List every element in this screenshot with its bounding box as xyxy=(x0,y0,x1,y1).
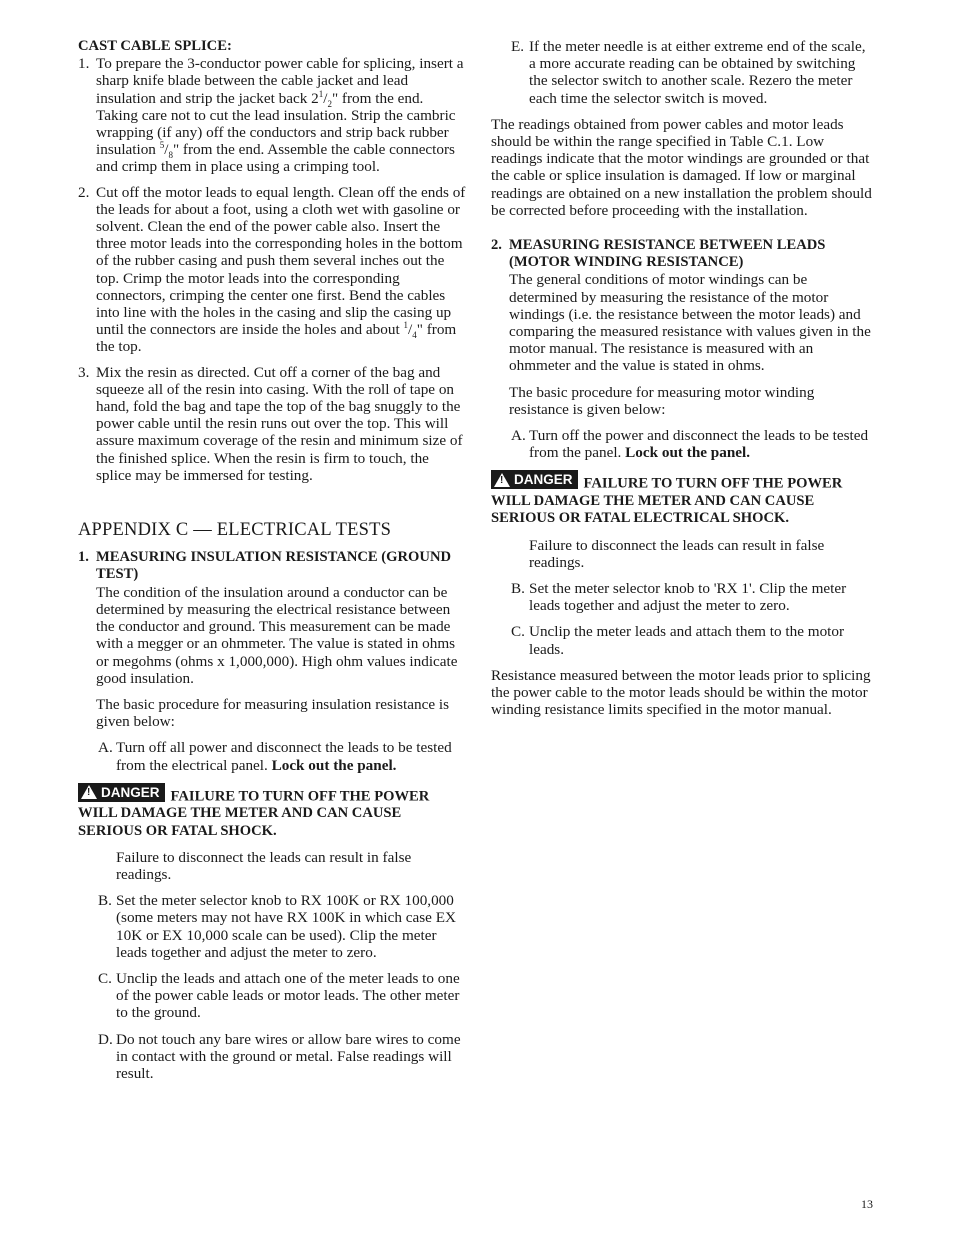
splice-step-2: 2. Cut off the motor leads to equal length. Clean off the ends of the leads for about a foot, using a cloth wet with gasoline or solvent. Clean the end of the power cable also. Insert the three motor leads into the corresponding holes in the bottom of the rubber casing and push them several inches out the top. Crimp the motor leads into the corresponding connectors, crimping the center one first. Bend the cables into line with the holes in the casing and slip the casing up until the connectors are inside the holes and about $^1/_4$" from the top. xyxy=(78,183,466,356)
section-1-heading xyxy=(78,549,466,583)
fraction-denominator: 2 xyxy=(327,98,332,109)
danger-badge-label: DANGER xyxy=(514,472,573,488)
section-2-step-c xyxy=(491,623,875,657)
splice-step-3 xyxy=(78,364,466,484)
step-text: Unclip the meter leads and attach them to the motor leads. xyxy=(529,623,845,658)
fraction-denominator: 4 xyxy=(412,330,417,341)
step-text: Turn off the power and disconnect the leads to be tested from the panel. xyxy=(529,427,869,462)
section-2-intro: The general conditions of motor windings can be determined by measuring the resistance of the motor windings (i.e. the resistance between the motor leads) and comparing the measured resistance with values given in the motor manual. The resistance is measured with an ohmmeter and the value is stated in ohms. xyxy=(509,271,871,375)
appendix-title: APPENDIX C — ELECTRICAL TESTS xyxy=(78,520,392,541)
danger-text: FAILURE TO TURN OFF THE POWER WILL DAMAGE THE METER AND CAN CAUSE SERIOUS OR FATAL ELECTRICAL SHOCK. xyxy=(491,475,843,527)
splice-heading: CAST CABLE SPLICE: xyxy=(78,38,232,54)
fraction-numerator: 5 xyxy=(159,140,165,151)
step-number: 2. xyxy=(78,183,90,201)
step-text: Mix the resin as directed. Cut off a corner of the bag and squeeze all of the resin into casing. With the roll of tape on hand, fold the bag and tape the top of the bag snuggly to the power cable until the resin runs out over the top. This will assure maximum coverage of the resin and minimum size of the finished splice. When the resin is firm to touch, the splice may be immersed for testing. xyxy=(96,363,463,484)
section-1-intro: The condition of the insulation around a conductor can be determined by measuring the electrical resistance between the conductor and ground. This measurement can be made with a megger or an ohmmeter. The value is stated in ohms or megohms (ohms x 1,000,000). High ohm values indicate good insulation. xyxy=(96,583,458,687)
step-emphasis: Lock out the panel. xyxy=(271,756,397,774)
step-number: 1. xyxy=(78,55,90,73)
step-text: Turn off all power and disconnect the leads to be tested from the electrical panel. xyxy=(116,739,452,774)
fraction-numerator: 1 xyxy=(318,88,324,99)
step-text: If the meter needle is at either extreme end of the scale, a more accurate reading can be obtained by switching the selector switch to another scale. Rezero the meter each time the selector switch is moved. xyxy=(529,38,866,107)
step-text: " from the end. Assemble the cable connectors and crimp them in place using a crimping tool. xyxy=(96,141,455,176)
step-label: D. xyxy=(98,1030,113,1048)
section-2-step-b xyxy=(491,580,875,614)
section-number: 2. xyxy=(491,237,502,254)
step-label: C. xyxy=(98,970,112,988)
step-text: " from the end. Taking care not to cut the lead insulation. Strip the cambric wrapping (if any) off the conductors and strip back rubber insulation xyxy=(96,89,456,159)
step-text: " from the top. xyxy=(96,321,457,356)
section-title: MEASURING INSULATION RESISTANCE (GROUND TEST) xyxy=(96,549,452,583)
step-label: B. xyxy=(98,892,112,910)
fraction-denominator: 8 xyxy=(168,150,173,161)
danger-badge xyxy=(78,783,165,802)
step-text: Set the meter selector knob to 'RX 1'. Clip the meter leads together and adjust the meter to zero. xyxy=(529,579,847,615)
step-label: C. xyxy=(511,623,525,641)
right-column xyxy=(491,38,875,727)
step-text: Unclip the leads and attach one of the meter leads to one of the power cable leads or motor leads. The other meter to the ground. xyxy=(116,970,460,1022)
step-label: A. xyxy=(98,739,113,757)
section-1-step-e xyxy=(491,38,875,107)
step-emphasis: Lock out the panel. xyxy=(625,444,751,462)
fraction-numerator: 1 xyxy=(403,320,408,331)
section-1-step-d xyxy=(78,1031,466,1083)
danger-notice-1 xyxy=(78,783,466,840)
step-label: A. xyxy=(511,427,526,445)
warning-triangle-icon: ! xyxy=(494,473,510,487)
section-2-heading xyxy=(491,237,875,271)
step-text: Do not touch any bare wires or allow bare wires to come in contact with the ground or metal. False readings will result. xyxy=(116,1030,461,1083)
section-2-step-a xyxy=(491,427,875,461)
closing-paragraph: Resistance measured between the motor leads prior to splicing the power cable to the motor leads should be within the motor winding resistance limits specified in the motor manual. xyxy=(491,666,871,719)
left-column xyxy=(78,38,466,1091)
splice-step-1: 1. To prepare the 3-conductor power cable for splicing, insert a sharp knife blade between the cable jacket and lead insulation and strip the jacket back $2^1/_2$" from the end. Taking care not to cut the lead insulation. Strip the cambric wrapping (if any) off the conductors and strip back rubber insulation $^5/_8$" from the end. Assemble the cable connectors and crimp them in place using a crimping tool. xyxy=(78,55,464,176)
step-text: Cut off the motor leads to equal length. Clean off the ends of the leads for about a foot, using a cloth wet with gasoline or solvent. Clean the end of the power cable also. Insert the three motor leads into the corresponding holes in the bottom of the rubber casing and push them several inches out the top. Crimp the motor leads into the corresponding connectors, crimping the center one first. Bend the cables into line with the holes in the casing and slip the casing up until the connectors are inside the holes and about xyxy=(96,183,466,339)
step-label: B. xyxy=(511,579,525,597)
step-text: To prepare the 3-conductor power cable for splicing, insert a sharp knife blade between the cable jacket and lead insulation and strip the jacket back 2 xyxy=(96,55,464,107)
danger-badge-label: DANGER xyxy=(101,784,160,800)
section-1-step-b xyxy=(78,892,466,961)
section-title: MEASURING RESISTANCE BETWEEN LEADS (MOTOR WINDING RESISTANCE) xyxy=(509,237,826,271)
false-readings-note: Failure to disconnect the leads can result in false readings. xyxy=(116,848,412,884)
step-number: 3. xyxy=(78,363,90,381)
false-readings-note: Failure to disconnect the leads can result in false readings. xyxy=(529,536,825,571)
section-number: 1. xyxy=(78,549,89,566)
section-1-step-a xyxy=(78,739,466,773)
section-1-procedure: The basic procedure for measuring insulation resistance is given below: xyxy=(96,695,449,731)
danger-text: FAILURE TO TURN OFF THE POWER WILL DAMAGE THE METER AND CAN CAUSE SERIOUS OR FATAL SHOCK. xyxy=(78,788,430,839)
page-number: 13 xyxy=(861,1197,873,1211)
step-label: E. xyxy=(511,38,525,55)
danger-badge xyxy=(491,470,578,489)
section-2-procedure: The basic procedure for measuring motor winding resistance is given below: xyxy=(509,383,815,418)
readings-paragraph: The readings obtained from power cables and motor leads should be within the range specified in Table C.1. Low readings indicate that the motor windings are grounded or that the cable or splice insulation is damaged. If low or marginal readings are obtained on a new installation the problem should be corrected before proceeding with the installation. xyxy=(491,115,872,219)
danger-notice-2 xyxy=(491,470,875,527)
warning-triangle-icon: ! xyxy=(81,785,97,799)
step-text: Set the meter selector knob to RX 100K or RX 100,000 (some meters may not have RX 100K in which case EX 10K or EX 10,000 scale can be used). Clip the meter leads together and adjust the meter to zero. xyxy=(116,892,456,961)
section-1-step-c xyxy=(78,970,466,1022)
